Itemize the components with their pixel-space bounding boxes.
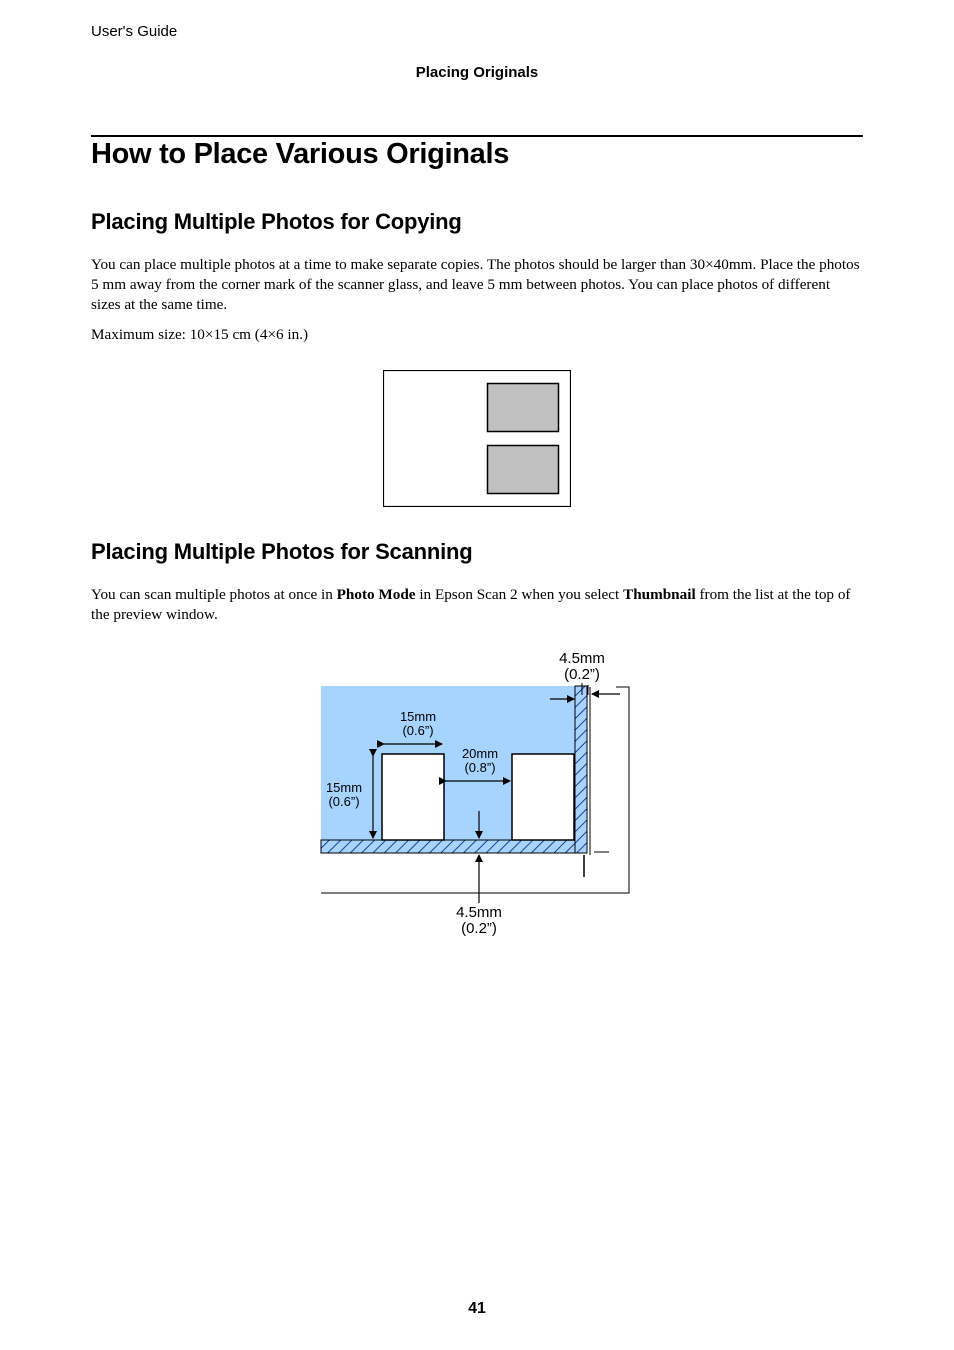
running-title: User's Guide (91, 23, 178, 40)
scanning-heading: Placing Multiple Photos for Scanning (91, 539, 473, 564)
label-left-in: (0.6”) (328, 794, 360, 809)
photo-mode-term: Photo Mode (336, 586, 416, 603)
hatched-bottom-edge (321, 840, 587, 853)
copying-body: You can place multiple photos at a time to make separate copies. The photos should be larger than 30×40mm. Place the photos 5 mm away from the corner mark of the scanner glass, and leave 5 mm between photos. You can place photos of different sizes at the same time. (91, 256, 860, 313)
photo-1 (488, 384, 559, 432)
label-top-gap-mm: 15mm (399, 709, 437, 724)
label-between-mm: 20mm (461, 746, 499, 761)
scan-placement-figure (320, 645, 632, 940)
photo-2 (488, 446, 559, 494)
label-top-right-in: (0.2”) (564, 666, 600, 683)
section-header: Placing Originals (415, 64, 539, 81)
label-bottom-mm: 4.5mm (456, 904, 502, 921)
scanning-body: You can scan multiple photos at once in Photo Mode in Epson Scan 2 when you select Thumbnail from the list at the top of the preview window. (91, 586, 851, 623)
page-number: 41 (468, 1300, 486, 1317)
page-title: How to Place Various Originals (91, 138, 510, 170)
scan-photo-1 (382, 754, 444, 840)
copying-heading: Placing Multiple Photos for Copying (91, 209, 462, 234)
label-top-gap-in: (0.6”) (402, 723, 434, 738)
copy-placement-figure (383, 370, 571, 507)
label-left-mm: 15mm (325, 780, 363, 795)
thumbnail-term: Thumbnail (623, 586, 696, 603)
label-bottom-in: (0.2”) (461, 920, 497, 937)
label-top-right-mm: 4.5mm (559, 650, 605, 667)
hatched-right-edge (575, 686, 587, 853)
scan-photo-2 (512, 754, 574, 840)
title-rule (91, 135, 863, 137)
max-size-note: Maximum size: 10×15 cm (4×6 in.) (91, 326, 309, 343)
label-between-in: (0.8”) (464, 760, 496, 775)
